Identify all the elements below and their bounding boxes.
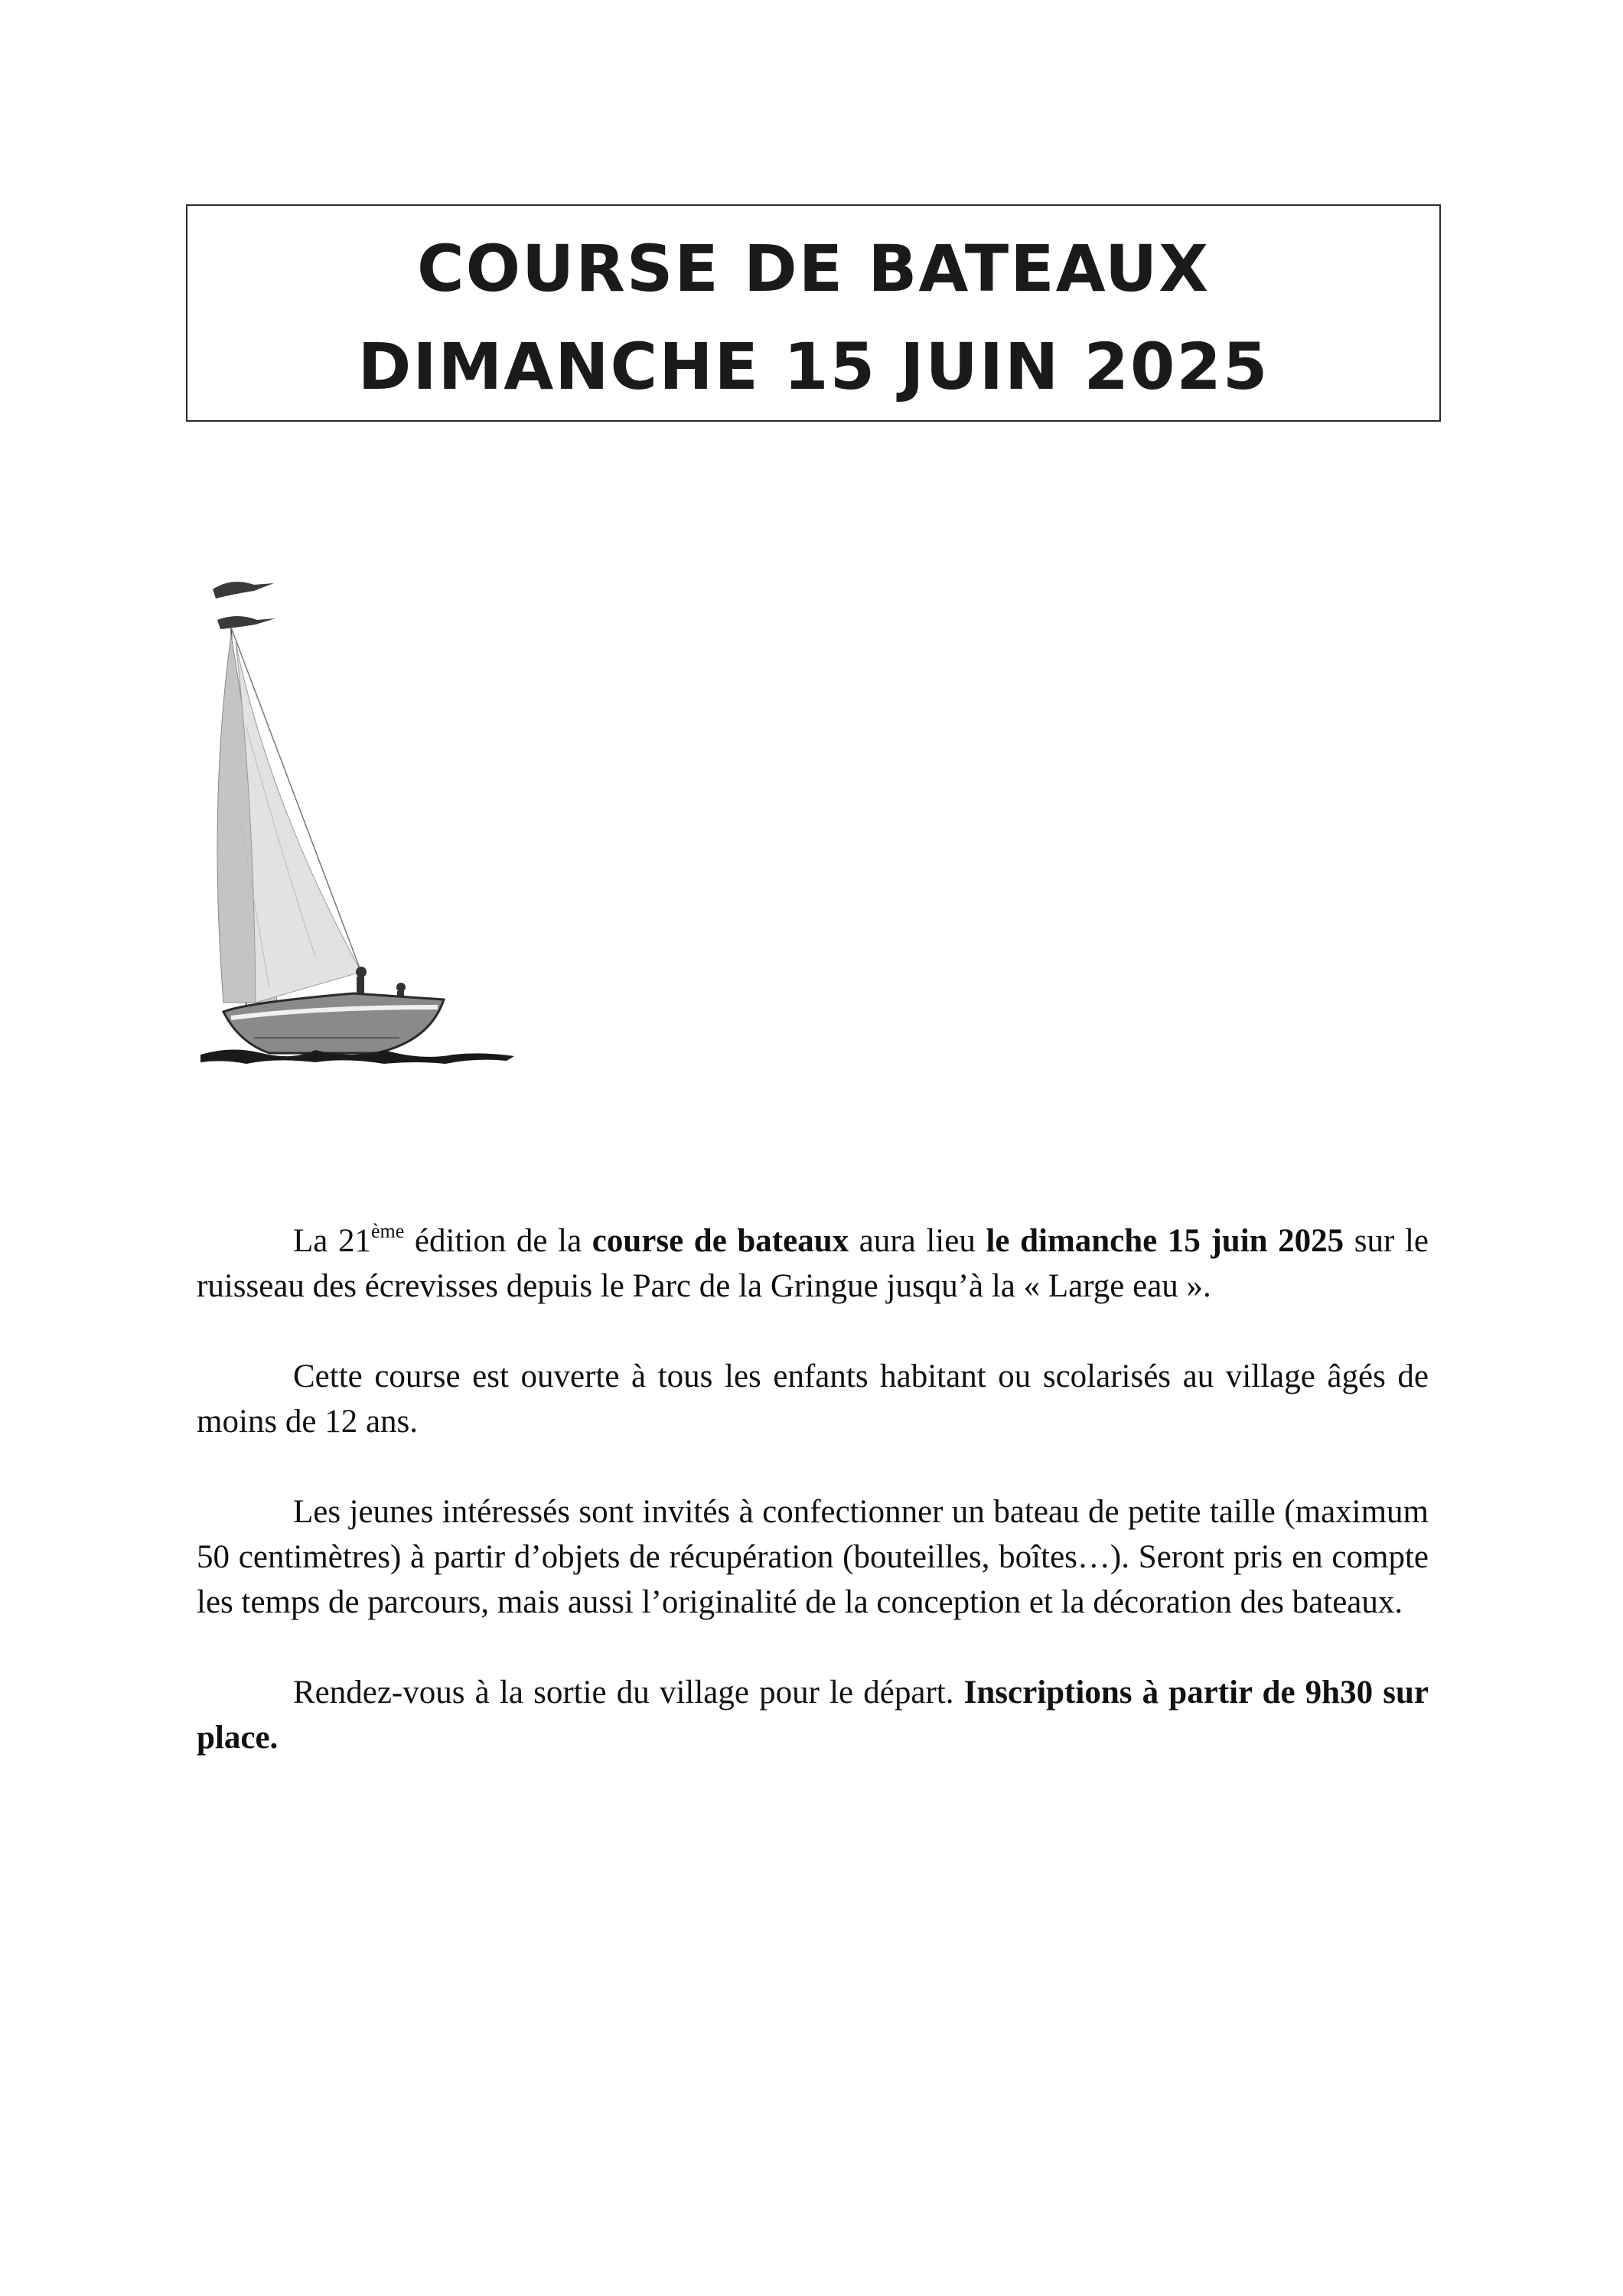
event-title: COURSE DE BATEAUX [416,231,1210,306]
paragraph-4 [197,1670,1429,1760]
paragraph-1 [197,1218,1429,1309]
paragraph-3: Les jeunes intéressés sont invités à confectionner un bateau de petite taille (maximum 50 centimètres) à partir d’objets de récupération (bouteilles, boîtes…). Seront pris en compte les temps de parcours, mais aussi l’originalité de la conception et la décoration des bateaux. [197,1494,1429,1620]
paragraph-1-text-2: édition de la [404,1223,592,1259]
paragraph-2: Cette course est ouverte à tous les enfants habitant ou scolarisés au village âgés de moins de 12 ans. [197,1358,1429,1440]
event-date-bold: le dimanche 15 juin 2025 [986,1223,1344,1259]
ordinal-suffix: ème [370,1220,405,1242]
title-box [186,204,1441,422]
paragraph-1-text-3: aura lieu [849,1223,986,1259]
sailboat-icon [200,574,522,1064]
registration-info-bold: Inscriptions à partir de 9h30 sur place. [197,1675,1429,1756]
event-date: DIMANCHE 15 JUIN 2025 [357,329,1269,404]
paragraph-1-text-4: sur le ruisseau des écrevisses depuis le Parc de la Gringue jusqu’à la « Large eau ». [197,1223,1429,1304]
paragraph-4-text-1: Rendez-vous à la sortie du village pour le départ. [293,1675,964,1711]
paragraph-1-text-1: La 21 [293,1223,371,1259]
event-name-bold: course de bateaux [592,1223,849,1259]
body-text [197,1218,1429,1760]
